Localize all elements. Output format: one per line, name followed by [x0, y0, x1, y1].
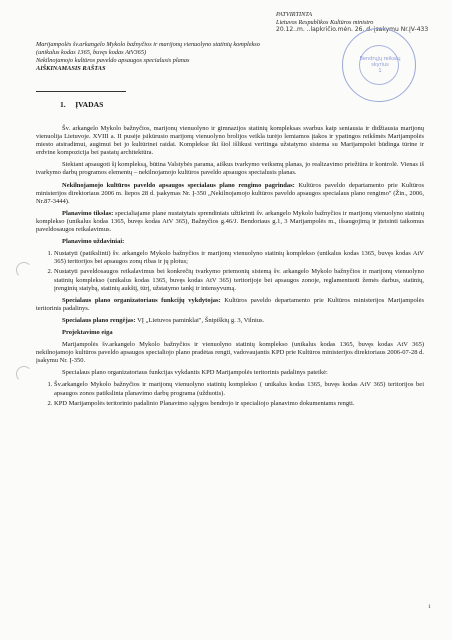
author-label: Specialaus plano rengėjas: [62, 316, 136, 324]
submitted-list [36, 381, 424, 407]
paragraph-intro: Šv. arkangelo Mykolo bažnyčios, marijonų vienuolyno ir gimnazijos statinių kompleksas svarbus kaip seniausia ir didžiausia marijonų vienuolija Lietuvoje. XVIII a. II pusėje įsikūrusio marijonų vienuolyno brolijos veikla turėjo lemiamos įtakos ir ypatingos reikšmės Marijampolės miesto atsiradimui, augimui bei jo kultūrinei raidai. Komplekse iki šiol išlikusi veritinga užstatymo sistema su Marijampolei būdinga tūrine ir erdvine kompozicija bei pastatų architektūra. [36, 125, 424, 157]
stamp-line-2: skyrius [371, 62, 389, 68]
approval-block [276, 11, 446, 34]
header-underline [36, 91, 126, 92]
punch-hole-mark [16, 366, 32, 382]
basis-text: Kultūros paveldo departamento prie Kultūros ministerijos direktoriaus 2006 m. liepos 28 d. įsakymas Nr. Į-350 „Nekilnojamojo kultūros paveldo apsaugos specialaus plano rengimo" (Žin., 2006, Nr.87-3444). [36, 181, 424, 205]
list-item: 2. Nustatyti paveldosaugos reikalavimus bei konkrečių tvarkymo priemonių sistemą šv. arkangelo Mykolo bažnyčios ir marijonų vienuolyno statinių komplekso (unikalus kodas 1365, buvęs kodas AtV 365) teritorijoje bei apsaugos zonoje, reglamentuoti žemės darbus, statinių, įrenginių statybą, statinių aukštį, tūrį, užstatymo tankį ir intensyvumą. [54, 268, 424, 292]
list-item: 2. KPD Marijampolės teritorinio padalinio Planavimo sąlygos bendrojo ir specialiojo planavimo dokumentams rengti. [54, 400, 424, 408]
paragraph-organizer [36, 297, 424, 313]
header-line-3: Nekilnojamojo kultūros paveldo apsaugos specialusis planas [36, 56, 190, 64]
section-number: 1. [60, 100, 66, 109]
organizer-text: Kultūros paveldo departamento prie Kultūros ministerijos Marijampolės teritorinis padalinys. [36, 296, 424, 312]
goal-label: Planavimo tikslas: [62, 209, 114, 217]
basis-label: Nekilnojamojo kultūros paveldo apsaugos specialaus plano rengimo pagrindas: [62, 181, 295, 189]
paragraph-goal [36, 210, 424, 234]
header-line-1: Marijampolės šv.arkangelo Mykolo bažnyčios ir marijonų vienuolyno statinių komplekso [36, 41, 260, 48]
header-line-2: (unikalus kodas 1365, buvęs kodas AtV365) [36, 48, 147, 56]
paragraph-basis [36, 182, 424, 206]
paragraph-author [36, 317, 424, 325]
stamp-text [343, 56, 417, 74]
section-heading [60, 100, 103, 109]
organizer-label: Specialaus plano organizatoriaus funkcijų vykdytojas: [62, 296, 221, 304]
punch-hole-mark [16, 262, 32, 278]
paragraph-progress: Marijampolės šv.arkangelo Mykolo bažnyčios ir vienuolyno statinių komplekso (unikalus kodas 1365, buvęs kodas AtV 365) nekilnojamojo kultūros paveldo apsaugos specialiojo plano pradėtas rengti, vadovaujantis KPD prie Kultūros ministerijos direktoriaus 2006-07-28 d. įsakymu Nr. Į-350. [36, 341, 424, 365]
document-header [36, 41, 336, 73]
goal-text: specialiajame plane nustatytais sprendiniais užtikrinti šv. arkangelo Mykolo bažnyčios ir marijonų vienuolyno statinių komplekso (unikalus kodas 1365, buvęs kodas AtV 365), Bažnyčios g.46/J. Bendoriaus g.1, 3 Marijampolės m., išsaugojimą ir įteisinti taikomus paveldosaugos reikalavimus. [36, 209, 424, 234]
page-number: 1 [428, 604, 431, 610]
list-item: 1. Nustatyti (patikslinti) šv. arkangelo Mykolo bažnyčios ir marijonų vienuolyno statinių komplekso (unikalus kodas 1365, buvęs kodas AtV 365) teritorijos bei apsaugos zonų ribas ir jų plotus; [54, 250, 424, 266]
tasks-heading: Planavimo uždaviniai: [62, 238, 125, 246]
stamp-line-1: Bendrųjų reikalų [359, 56, 401, 62]
author-text: VĮ „Lietuvos paminklai", Šnipiškių g. 3, Vilnius. [135, 316, 265, 324]
paragraph-submitted: Specialaus plano organizatoriaus funkcijas vykdantis KPD Marijampolės teritorinis padalinys pateikė: [62, 369, 328, 377]
paragraph-support: Siekiant apsaugoti šį kompleksą, būtina Valstybės parama, aiškus tvarkymo veiksmų planas, jo realizavimo priežiūra ir kontrolė. Vienas iš tvarkymo darbų programos elementų – nekilnojamojo kultūros paveldo apsaugos specialusis planas. [36, 161, 424, 177]
approval-line-2: 20.12..m. ..lapkričio.mėn. 26..d. įsakymu Nr.ĮV-433 [276, 26, 429, 34]
approval-line-1: Lietuvos Respublikos Kultūros ministro [276, 18, 374, 26]
list-item: 1. Šv.arkangelo Mykolo bažnyčios ir marijonų vienuolyno statinių komplekso ( unikalus kodas 1365, buvęs kodas AtV 365) teritorijos bei apsaugos zonos patikslinta planavimo darbų programa (užduotis). [54, 381, 424, 397]
approval-title: PATVIRTINTA [276, 11, 312, 18]
progress-heading: Projektavimo eiga [62, 328, 113, 336]
tasks-list [36, 250, 424, 292]
section-title: ĮVADAS [75, 100, 104, 109]
document-body [36, 125, 424, 412]
stamp-line-3: 1 [378, 68, 382, 74]
ministry-stamp [342, 28, 416, 102]
header-label: AIŠKINAMASIS RAŠTAS [36, 64, 106, 72]
